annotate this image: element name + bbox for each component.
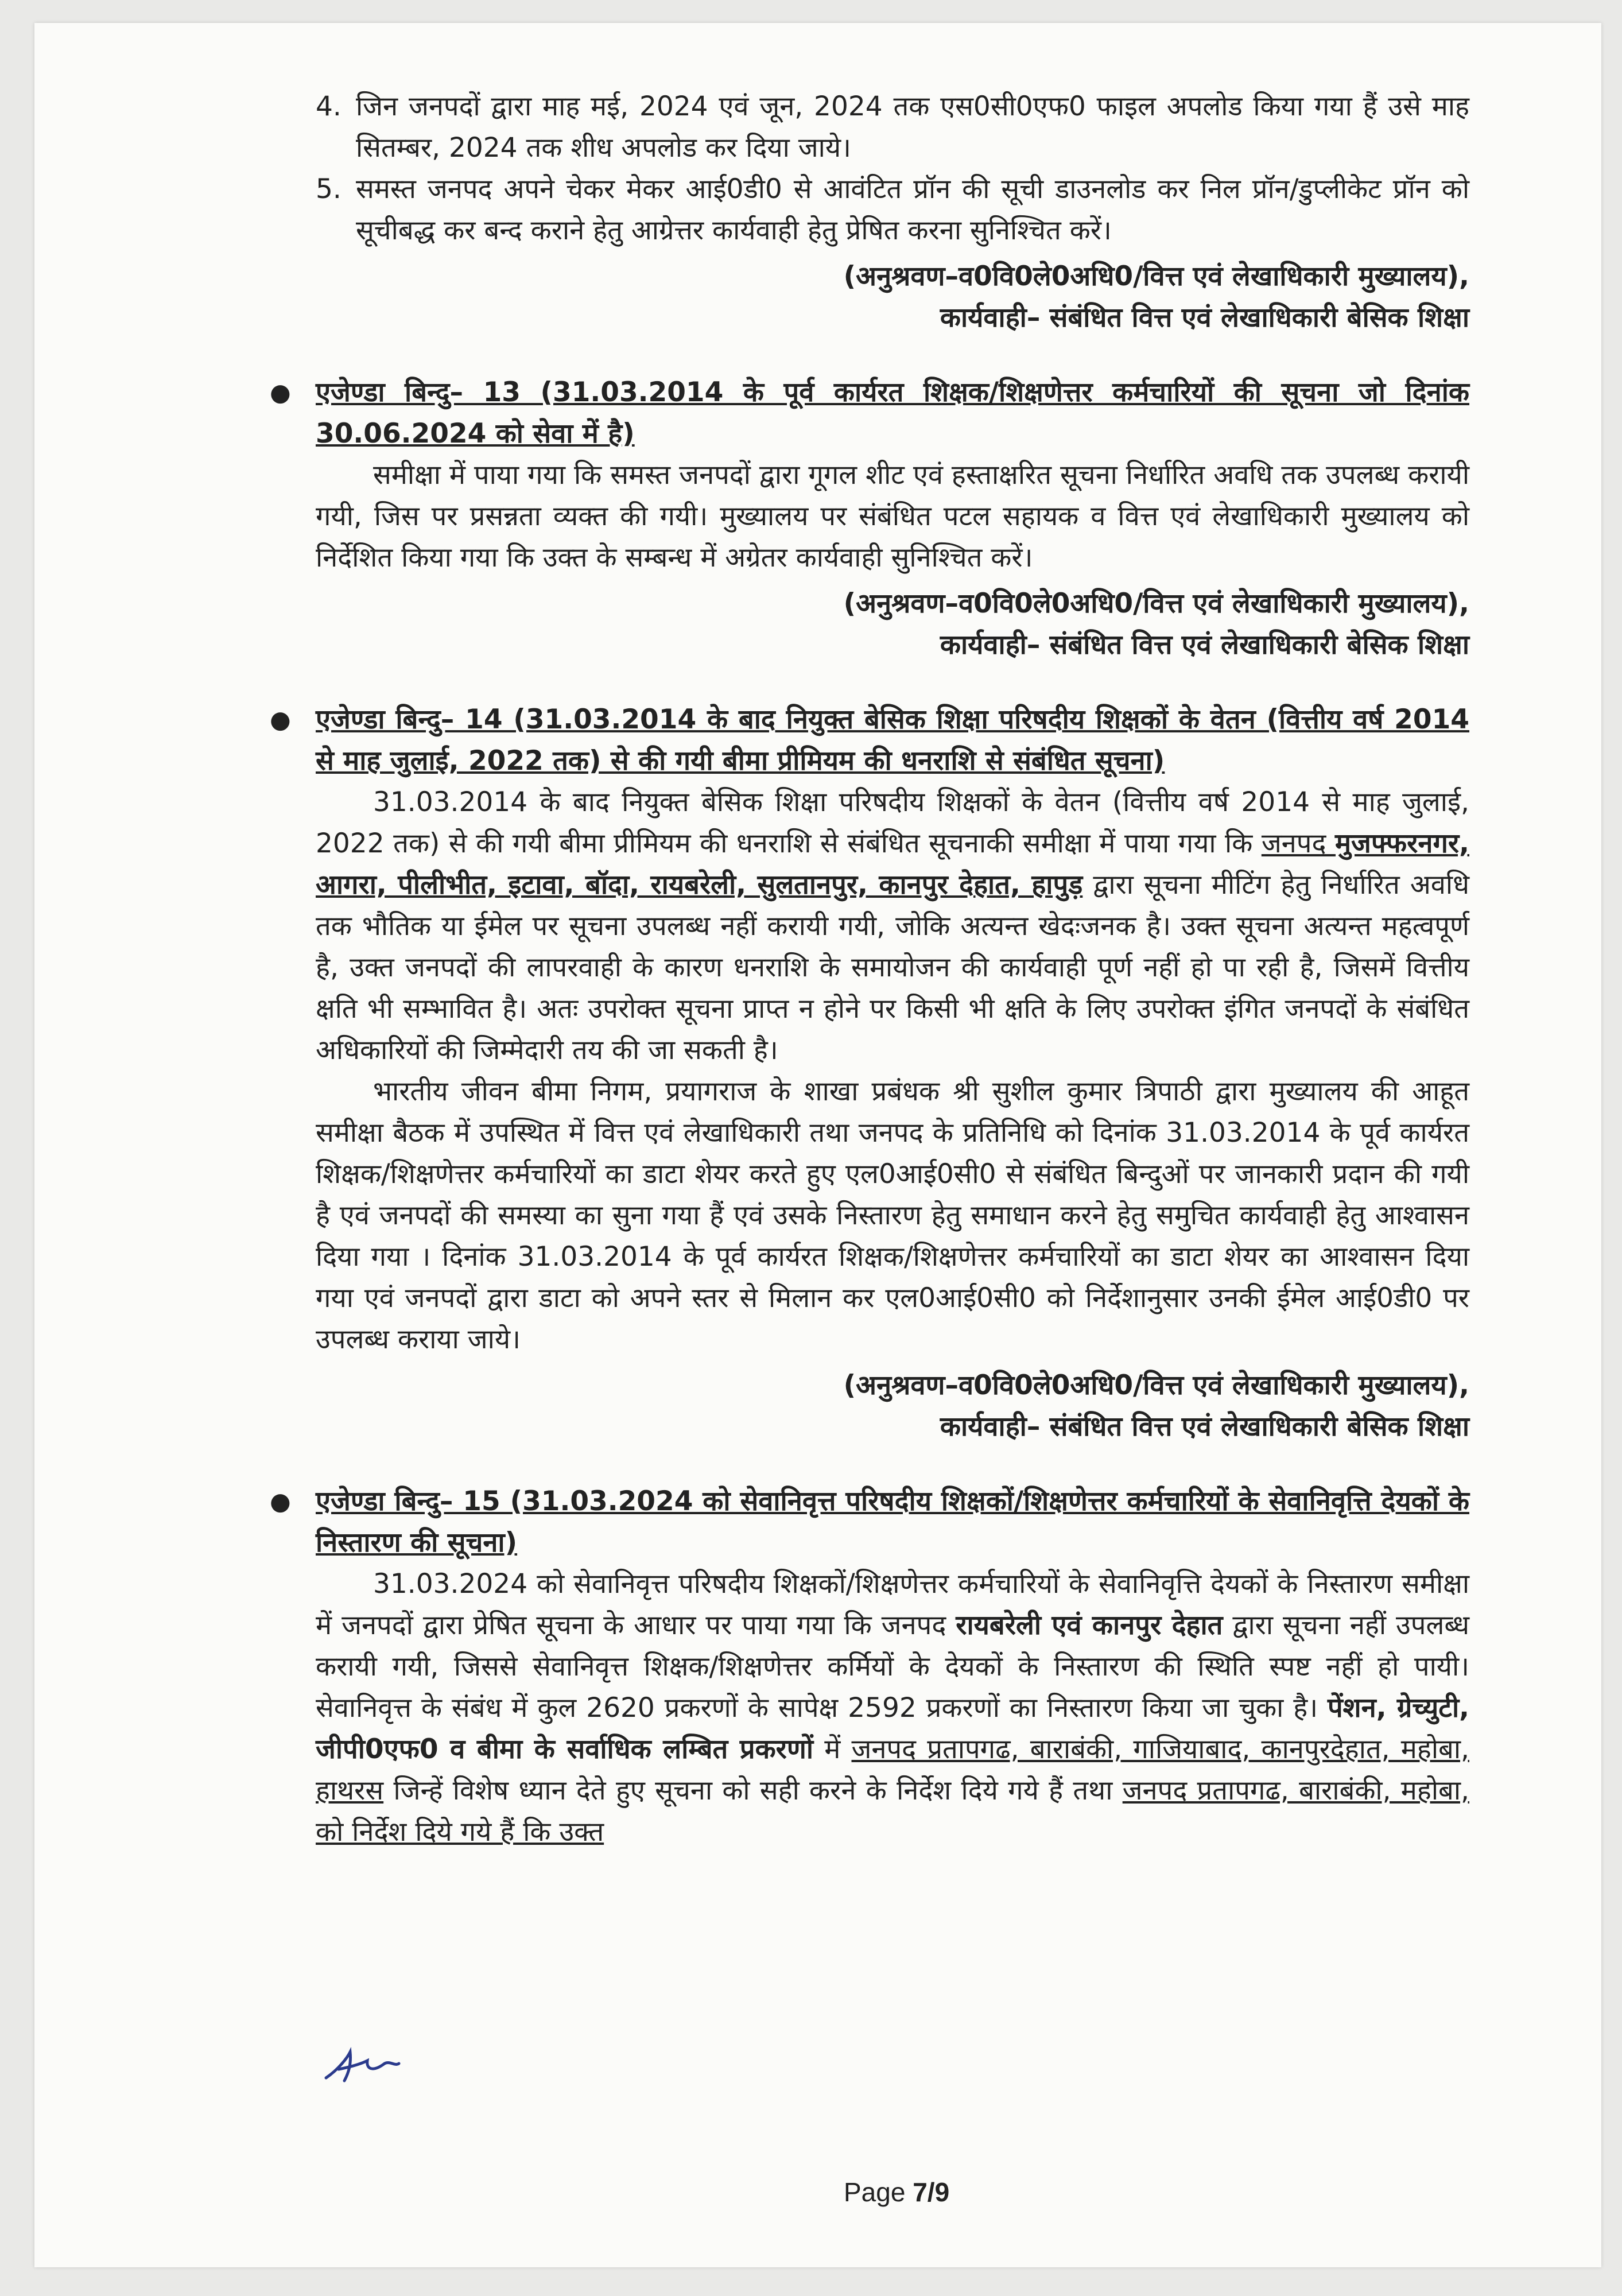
responsibility-block bbox=[316, 256, 1469, 339]
agenda-paragraph: भारतीय जीवन बीमा निगम, प्रयागराज के शाखा प्रबंधक श्री सुशील कुमार त्रिपाठी द्वारा मुख्यालय की आहूत समीक्षा बैठक में उपस्थित में वित्त एवं लेखाधिकारी तथा जनपद के प्रतिनिधि को दिनांक 31.03.2014 के पूर्व कार्यरत शिक्षक/शिक्षणेत्तर कर्मचारियों का डाटा शेयर करते हुए एल0आई0सी0 से संबंधित बिन्दुओं पर जानकारी प्रदान की गयी है एवं जनपदों की समस्या का सुना गया हैं एवं उसके निस्तारण हेतु समाधान करने हेतु समुचित कार्यवाही हेतु आश्वासन दिया गया । दिनांक 31.03.2014 के पूर्व कार्यरत शिक्षक/शिक्षणेत्तर कर्मचारियों का डाटा शेयर का आश्वासन दिया गया एवं जनपदों द्वारा डाटा को अपने स्तर से मिलान कर एल0आई0सी0 को निर्देशानुसार उनकी ईमेल आई0डी0 पर उपलब्ध कराया जाये। bbox=[316, 1076, 1469, 1355]
item-number: 4. bbox=[316, 91, 342, 122]
text-run: रायबरेली एवं कानपुर देहात bbox=[956, 1609, 1223, 1641]
list-item bbox=[316, 169, 1469, 251]
text-run: द्वारा सूचना नहीं उपलब्ध करायी गयी, जिससे सेवानिवृत्त शिक्षक/शिक्षणेत्तर कर्मियों के देयकों के निस्तारण की स्थिति स्पष्ट नहीं हो पायी। सेवानिवृत्त के संबंध में कुल 2620 प्रकरणों के सापेक्ष 2592 प्रकरणों का निस्तारण किया जा चुका है। bbox=[316, 1609, 1469, 1724]
page-number: 7/9 bbox=[913, 2177, 950, 2207]
agenda-14 bbox=[270, 699, 1469, 1448]
numbered-list bbox=[316, 86, 1469, 251]
text-run: मुजफ्फरनगर, आगरा, पीलीभीत, इटावा, बॉदा, रायबरेली, सुलतानपुर, कानपुर देहात, हापुड़ bbox=[316, 828, 1469, 901]
action-line: कार्यवाही– संबंधित वित्त एवं लेखाधिकारी बेसिक शिक्षा bbox=[940, 302, 1469, 333]
bullet-icon: ● bbox=[270, 1487, 291, 1515]
agenda-heading: एजेण्डा बिन्दु– 15 (31.03.2024 को सेवानिवृत्त परिषदीय शिक्षकों/शिक्षणेत्तर कर्मचारियों के सेवानिवृत्ति देयकों के निस्तारण की सूचना) bbox=[316, 1486, 1469, 1558]
item-number: 5. bbox=[316, 173, 342, 205]
bullet-icon: ● bbox=[270, 378, 291, 406]
document-body bbox=[270, 86, 1469, 1853]
document-page bbox=[34, 23, 1601, 2267]
list-item bbox=[316, 86, 1469, 169]
agenda-paragraph: समीक्षा में पाया गया कि समस्त जनपदों द्वारा गूगल शीट एवं हस्ताक्षरित सूचना निर्धारित अवधि तक उपलब्ध करायी गयी, जिस पर प्रसन्नता व्यक्त की गयी। मुख्यालय पर संबंधित पटल सहायक व वित्त एवं लेखाधिकारी मुख्यालय को निर्देशित किया गया कि उक्त के सम्बन्ध में अग्रेतर कार्यवाही सुनिश्चित करें। bbox=[316, 459, 1469, 573]
text-run: जनपद bbox=[1261, 828, 1335, 859]
monitoring-line: (अनुश्रवण–व0वि0ले0अधि0/वित्त एवं लेखाधिकारी मुख्यालय), bbox=[843, 588, 1469, 619]
bullet-icon: ● bbox=[270, 705, 291, 734]
responsibility-block bbox=[316, 1365, 1469, 1448]
text-run: 31.03.2024 को सेवानिवृत्त परिषदीय शिक्षकों/शिक्षणेत्तर कर्मचारियों के सेवानिवृत्ति देयकों के निस्तारण समीक्षा में जनपदों द्वारा प्रेषित सूचना के आधार पर पाया गया कि जनपद bbox=[316, 1568, 1469, 1641]
text-run: जनपद प्रतापगढ, बाराबंकी, गाजियाबाद, कानपुरदेहात, महोबा, हाथरस bbox=[316, 1733, 1469, 1806]
agenda-heading: एजेण्डा बिन्दु– 14 (31.03.2014 के बाद नियुक्त बेसिक शिक्षा परिषदीय शिक्षकों के वेतन (वित्तीय वर्ष 2014 से माह जुलाई, 2022 तक) से की गयी बीमा प्रीमियम की धनराशि से संबंधित सूचना) bbox=[316, 704, 1469, 777]
text-run: जिन्हें विशेष ध्यान देते हुए सूचना को सही करने के निर्देश दिये गये हैं तथा bbox=[383, 1775, 1123, 1806]
page-footer bbox=[844, 2177, 949, 2208]
item-text: जिन जनपदों द्वारा माह मई, 2024 एवं जून, 2024 तक एस0सी0एफ0 फाइल अपलोड किया गया हैं उसे माह सितम्बर, 2024 तक शीध अपलोड कर दिया जाये। bbox=[356, 91, 1469, 164]
text-run: 31.03.2014 के बाद नियुक्त बेसिक शिक्षा परिषदीय शिक्षकों के वेतन (वित्तीय वर्ष 2014 से माह जुलाई, 2022 तक) से की गयी बीमा प्रीमियम की धनराशि से संबंधित सूचनाकी समीक्षा में पाया गया कि bbox=[316, 786, 1469, 859]
text-run: पेंशन, ग्रेच्युटी, जीपी0एफ0 व बीमा के सर्वाधिक लम्बित प्रकरणों bbox=[316, 1692, 1469, 1765]
text-run: जनपद प्रतापगढ, बाराबंकी, महोबा, को निर्देश दिये गये हैं कि उक्त bbox=[316, 1775, 1469, 1848]
agenda-paragraph bbox=[316, 782, 1469, 1071]
text-run: द्वारा सूचना मीटिंग हेतु निर्धारित अवधि तक भौतिक या ईमेल पर सूचना उपलब्ध नहीं करायी गयी, जोकि अत्यन्त खेदःजनक है। उक्त सूचना अत्यन्त महत्वपूर्ण है, उक्त जनपदों की लापरवाही के कारण धनराशि के समायोजन की कार्यवाही पूर्ण नहीं हो पा रही है, जिसमें वित्तीय क्षति भी सम्भावित है। अतः उपरोक्त सूचना प्राप्त न होने पर किसी भी क्षति के लिए उपरोक्त इंगित जनपदों के संबंधित अधिकारियों की जिम्मेदारी तय की जा सकती है। bbox=[316, 869, 1469, 1066]
item-text: समस्त जनपद अपने चेकर मेकर आई0डी0 से आवंटित प्रॉन की सूची डाउनलोड कर निल प्रॉन/डुप्लीकेट प्रॉन को सूचीबद्ध कर बन्द कराने हेतु आग्रेत्तर कार्यवाही हेतु प्रेषित करना सुनिश्चित करें। bbox=[356, 173, 1469, 246]
agenda-heading: एजेण्डा बिन्दु– 13 (31.03.2014 के पूर्व कार्यरत शिक्षक/शिक्षणेत्तर कर्मचारियों की सूचना जो दिनांक 30.06.2024 को सेवा में है) bbox=[316, 377, 1469, 449]
monitoring-line: (अनुश्रवण–व0वि0ले0अधि0/वित्त एवं लेखाधिकारी मुख्यालय), bbox=[843, 1370, 1469, 1401]
agenda-13 bbox=[270, 372, 1469, 666]
text-run: में bbox=[813, 1733, 852, 1765]
footer-label: Page bbox=[844, 2177, 913, 2207]
initials-signature bbox=[321, 2046, 402, 2086]
agenda-paragraph bbox=[316, 1564, 1469, 1853]
monitoring-line: (अनुश्रवण–व0वि0ले0अधि0/वित्त एवं लेखाधिकारी मुख्यालय), bbox=[843, 261, 1469, 292]
action-line: कार्यवाही– संबंधित वित्त एवं लेखाधिकारी बेसिक शिक्षा bbox=[940, 629, 1469, 661]
responsibility-block bbox=[316, 583, 1469, 666]
agenda-15 bbox=[270, 1481, 1469, 1853]
action-line: कार्यवाही– संबंधित वित्त एवं लेखाधिकारी बेसिक शिक्षा bbox=[940, 1411, 1469, 1442]
